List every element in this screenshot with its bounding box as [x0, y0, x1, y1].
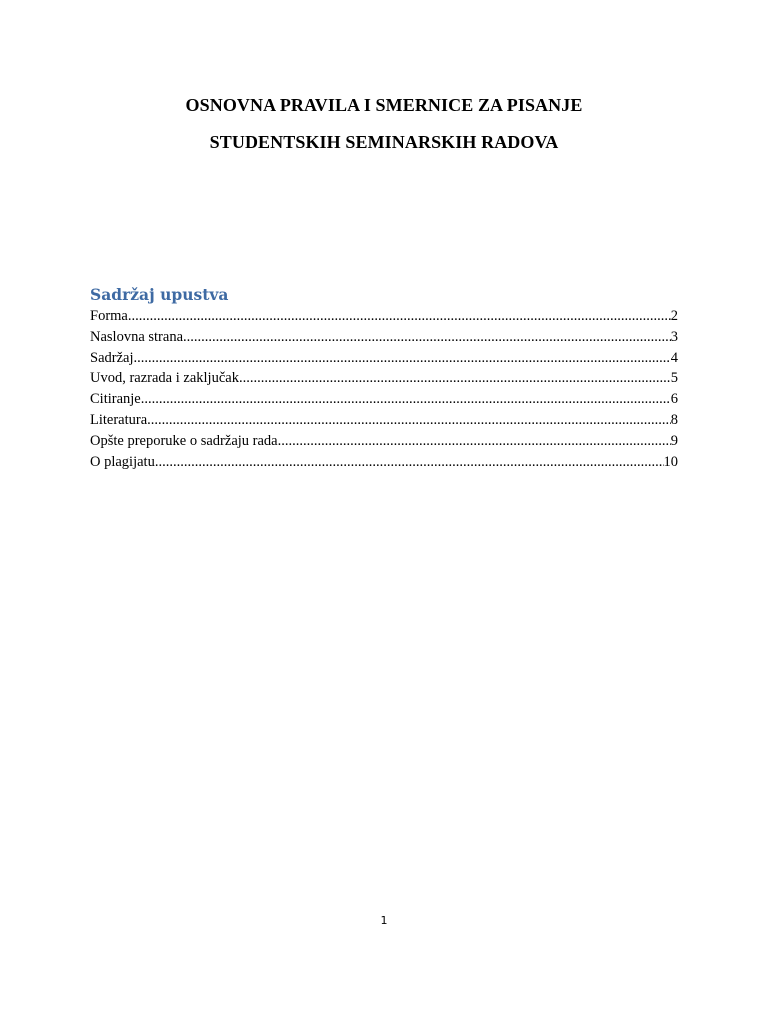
toc-dot-leader [183, 327, 671, 348]
toc-entry-label: O plagijatu [90, 453, 155, 470]
document-title-line-1: OSNOVNA PRAVILA I SMERNICE ZA PISANJE [185, 95, 583, 115]
toc-entry-naslovna-strana[interactable] [90, 327, 678, 348]
toc-dot-leader [133, 348, 670, 369]
toc-dot-leader [128, 306, 671, 327]
toc-entry-uvod[interactable] [90, 368, 678, 389]
toc-entry-page: 6 [670, 391, 678, 408]
toc-entry-label: Uvod, razrada i zaključak [90, 370, 239, 387]
toc-entry-label: Naslovna strana [90, 328, 184, 345]
document-title-line-2: STUDENTSKIH SEMINARSKIH RADOVA [209, 132, 559, 152]
toc-entry-opste-preporuke[interactable] [90, 431, 678, 452]
toc-entry-label: Citiranje [90, 391, 141, 408]
toc-entry-sadrzaj[interactable] [90, 348, 678, 369]
toc-entry-page: 8 [670, 411, 678, 428]
table-of-contents [90, 306, 678, 472]
toc-dot-leader [278, 431, 671, 452]
toc-entry-o-plagijatu[interactable] [90, 452, 678, 473]
toc-entry-citiranje[interactable] [90, 389, 678, 410]
toc-entry-label: Forma [90, 308, 128, 324]
toc-entry-literatura[interactable] [90, 410, 678, 431]
toc-dot-leader [239, 368, 671, 389]
toc-entry-page: 4 [670, 349, 678, 366]
toc-entry-page: 2 [670, 308, 678, 324]
page-number: 1 [380, 914, 388, 927]
toc-entry-forma[interactable] [90, 306, 678, 327]
toc-entry-label: Literatura [90, 411, 148, 428]
toc-entry-page: 9 [670, 432, 678, 449]
toc-entry-page: 3 [670, 328, 678, 345]
toc-heading: Sadržaj upustva [90, 285, 229, 304]
toc-dot-leader [155, 452, 664, 473]
toc-entry-page: 5 [670, 370, 678, 387]
toc-entry-label: Sadržaj [90, 349, 134, 366]
toc-dot-leader [141, 389, 671, 410]
toc-entry-label: Opšte preporuke o sadržaju rada [90, 432, 278, 449]
toc-dot-leader [147, 410, 671, 431]
toc-entry-page: 10 [663, 453, 678, 470]
